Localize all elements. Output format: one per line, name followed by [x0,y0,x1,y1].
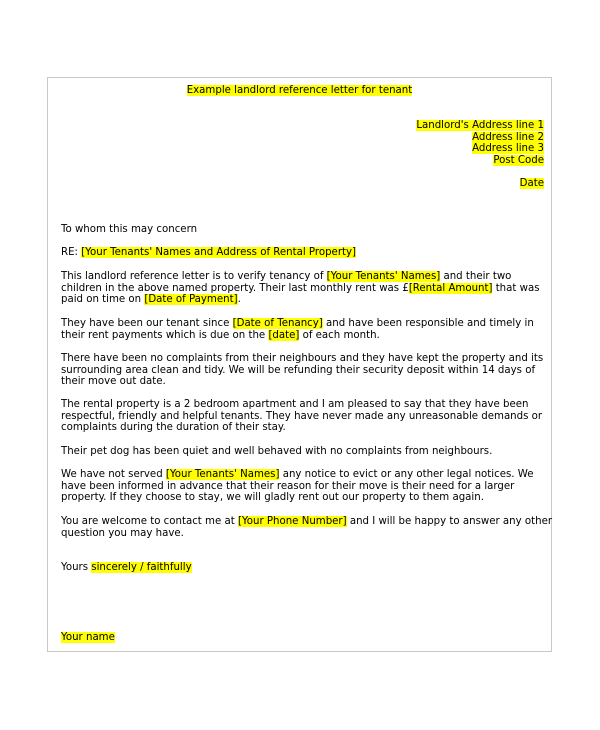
address-postcode: Post Code [493,154,544,166]
paragraph-contact: You are welcome to contact me at [Your Phone Number] and I will be happy to answer any other question you may have. [61,516,553,539]
letter-title: Example landlord reference letter for tenant [186,85,413,96]
letter-date: Date [519,177,544,189]
paragraph-complaints: There have been no complaints from their neighbours and they have kept the property and its surrounding area clean and tidy. We will be refunding their security deposit within 14 days of their move out date. [61,353,544,388]
signature-name: Your name [61,632,115,643]
paragraph-notices: We have not served [Your Tenants' Names] any notice to evict or any other legal notices. We have been informed in advance that their reason for their move is their need for a larger property. If they choose to stay, we will gladly rent out our property to them again. [61,469,534,504]
paragraph-property: The rental property is a 2 bedroom apartment and I am pleased to say that they have been respectful, friendly and helpful tenants. They have never made any unreasonable demands or complaints during the duration of their stay. [61,399,543,434]
salutation: To whom this may concern [61,224,198,235]
address-line-2: Address line 2 [472,131,544,143]
paragraph-pet: Their pet dog has been quiet and well behaved with no complaints from neighbours. [61,446,493,457]
letter-page [47,77,552,652]
paragraph-verification: This landlord reference letter is to verify tenancy of [Your Tenants' Names] and their two children in the above named property. Their last monthly rent was £[Rental Amount] that was paid on time on [Date of Payment]. [61,271,540,306]
address-line-3: Address line 3 [472,143,544,154]
re-line: RE: [Your Tenants' Names and Address of Rental Property] [61,247,357,258]
address-line-1: Landlord's Address line 1 [416,120,544,131]
paragraph-tenancy: They have been our tenant since [Date of Tenancy] and have been responsible and timely in their rent payments which is due on the [date] of each month. [61,318,534,341]
closing: Yours sincerely / faithfully [61,562,192,573]
